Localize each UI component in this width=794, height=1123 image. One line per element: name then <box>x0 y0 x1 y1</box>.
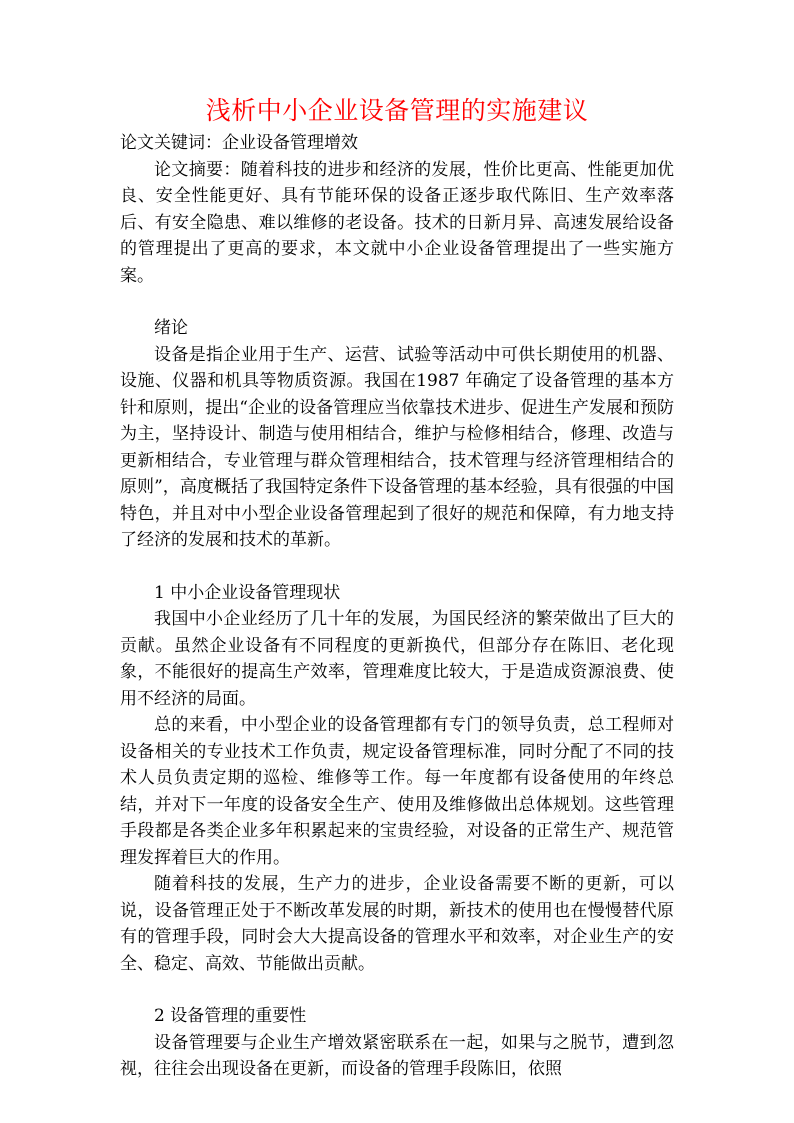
paragraph-gap <box>120 977 674 1003</box>
document-title: 浅析中小企业设备管理的实施建议 <box>205 96 589 125</box>
abstract-paragraph: 论文摘要：随着科技的进步和经济的发展，性价比更高、性能更加优良、安全性能更好、具有节能环保的设备正逐步取代陈旧、生产效率落后、有安全隐患、难以维修的老设备。技术的日新月异、高速发展给设备的管理提出了更高的要求，本文就中小企业设备管理提出了一些实施方案。 <box>120 159 674 286</box>
paragraph-gap <box>120 554 674 580</box>
section1-heading: 1 中小企业设备管理现状 <box>154 582 341 603</box>
section2-paragraph: 设备管理要与企业生产增效紧密联系在一起，如果与之脱节，遭到忽视，往往会出现设备在更新，而设备的管理手段陈旧，依照 <box>120 1032 674 1079</box>
intro-heading: 绪论 <box>154 318 188 338</box>
section1-paragraph: 我国中小企业经历了几十年的发展，为国民经济的繁荣做出了巨大的贡献。虽然企业设备有不同程度的更新换代，但部分存在陈旧、老化现象，不能很好的提高生产效率，管理难度比较大，于是造成资源浪费、使用不经济的局面。 <box>120 609 674 709</box>
document-page <box>120 94 674 1083</box>
keywords-line: 论文关键词：企业设备管理增效 <box>120 133 358 153</box>
section2-heading: 2 设备管理的重要性 <box>154 1006 307 1026</box>
section1-paragraph: 随着科技的发展，生产力的进步，企业设备需要不断的更新，可以说，设备管理正处于不断改革发展的时期，新技术的使用也在慢慢替代原有的管理手段，同时会大大提高设备的管理水平和效率，对企业生产的安全、稳定、高效、节能做出贡献。 <box>120 874 674 974</box>
intro-paragraph: 设备是指企业用于生产、运营、试验等活动中可供长期使用的机器、设施、仪器和机具等物质资源。我国在1987 年确定了设备管理的基本方针和原则，提出“企业的设备管理应当依靠技术进步、促进生产发展和预防为主，坚持设计、制造与使用相结合，维护与检修相结合，修理、改造与更新相结合，专业管理与群众管理相结合，技术管理与经济管理相结合的原则”，高度概括了我国特定条件下设备管理的基本经验，具有很强的中国特色，并且对中小型企业设备管理起到了很好的规范和保障，有力地支持了经济的发展和技术的革新。 <box>120 344 674 550</box>
section1-paragraph: 总的来看，中小型企业的设备管理都有专门的领导负责，总工程师对设备相关的专业技术工作负责，规定设备管理标准，同时分配了不同的技术人员负责定期的巡检、维修等工作。每一年度都有设备使用的年终总结，并对下一年度的设备安全生产、使用及维修做出总体规划。这些管理手段都是各类企业多年积累起来的宝贵经验，对设备的正常生产、规范管理发挥着巨大的作用。 <box>120 715 674 868</box>
paragraph-gap <box>120 289 674 315</box>
